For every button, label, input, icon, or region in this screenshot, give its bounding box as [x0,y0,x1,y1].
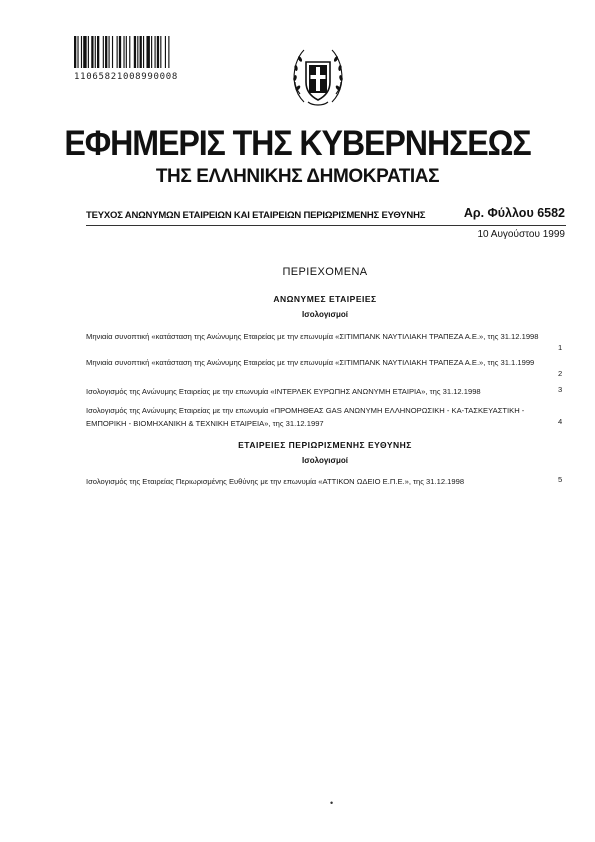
issue-date: 10 Αυγούστου 1999 [477,229,565,240]
toc-entry: Μηνιαία συνοπτική «κατάσταση της Ανώνυμης Εταιρείας με την επωνυμία «ΣΙΤΙΜΠΑΝΚ ΝΑΥΤΙΛΙΑΚΗ ΤΡΑΠΕΖΑ Α.Ε.», της 31.1.1999 [86,358,535,367]
contents-title: ΠΕΡΙΕΧΟΜΕΝΑ [282,266,368,278]
toc-entry-page: 5 [558,475,563,484]
barcode [74,36,214,68]
toc-entry-page: 4 [558,417,563,426]
toc-entry-page: 1 [558,343,563,352]
section-heading-limited-liability-companies: ΕΤΑΙΡΕΙΕΣ ΠΕΡΙΩΡΙΣΜΕΝΗΣ ΕΥΘΥΝΗΣ [238,440,412,450]
header-divider [86,225,566,226]
stray-mark: • [330,798,334,808]
issue-series: ΤΕΥΧΟΣ ΑΝΩΝΥΜΩΝ ΕΤΑΙΡΕΙΩΝ ΚΑΙ ΕΤΑΙΡΕΙΩΝ ΠΕΡΙΩΡΙΣΜΕΝΗΣ ΕΥΘΥΝΗΣ [86,210,426,221]
toc-entry: Ισολογισμός της Εταιρείας Περιωρισμένης Ευθύνης με την επωνυμία «ΑΤΤΙΚΟΝ ΩΔΕΙΟ Ε.Π.Ε.», της 31.12.1998 [86,477,465,486]
barcode-number: 11065821008990008 [74,72,179,82]
toc-entry-page: 2 [558,369,563,378]
section-heading-anonymous-companies: ΑΝΩΝΥΜΕΣ ΕΤΑΙΡΕΙΕΣ [273,294,377,304]
sheet-number: Αρ. Φύλλου 6582 [463,206,565,220]
greek-coat-of-arms-emblem [288,44,348,110]
gazette-title: ΕΦΗΜΕΡΙΣ ΤΗΣ ΚΥΒΕΡΝΗΣΕΩΣ [64,124,531,163]
toc-entry: Ισολογισμός της Ανώνυμης Εταιρείας με την επωνυμία «ΙΝΤΕΡΛΕΚ ΕΥΡΩΠΗΣ ΑΝΩΝΥΜΗ ΕΤΑΙΡΙΑ», της 31.12.1998 [86,387,481,396]
toc-entry: Μηνιαία συνοπτική «κατάσταση της Ανώνυμης Εταιρείας με την επωνυμία «ΣΙΤΙΜΠΑΝΚ ΝΑΥΤΙΛΙΑΚΗ ΤΡΑΠΕΖΑ Α.Ε.», της 31.12.1998 [86,332,539,341]
subsection-heading-balance-sheets: Ισολογισμοί [302,456,348,465]
gazette-subtitle: ΤΗΣ ΕΛΛΗΝΙΚΗΣ ΔΗΜΟΚΡΑΤΙΑΣ [155,166,440,187]
toc-entry-page: 3 [558,385,563,394]
toc-entry: Ισολογισμός της Ανώνυμης Εταιρείας με την επωνυμία «ΠΡΟΜΗΘΕΑΣ GAS ΑΝΩΝΥΜΗ ΕΛΛΗΝΟΡΩΣΙΚΗ - ΚΑ-ΤΑΣΚΕΥΑΣΤΙΚΗ - ΕΜΠΟΡΙΚΗ - ΒΙΟΜΗΧΑΝΙΚΗ & ΤΕΧΝΙΚΗ ΕΤΑΙΡΕΙΑ», της 31.12.1997 [86,406,525,428]
subsection-heading-balance-sheets: Ισολογισμοί [302,310,348,319]
